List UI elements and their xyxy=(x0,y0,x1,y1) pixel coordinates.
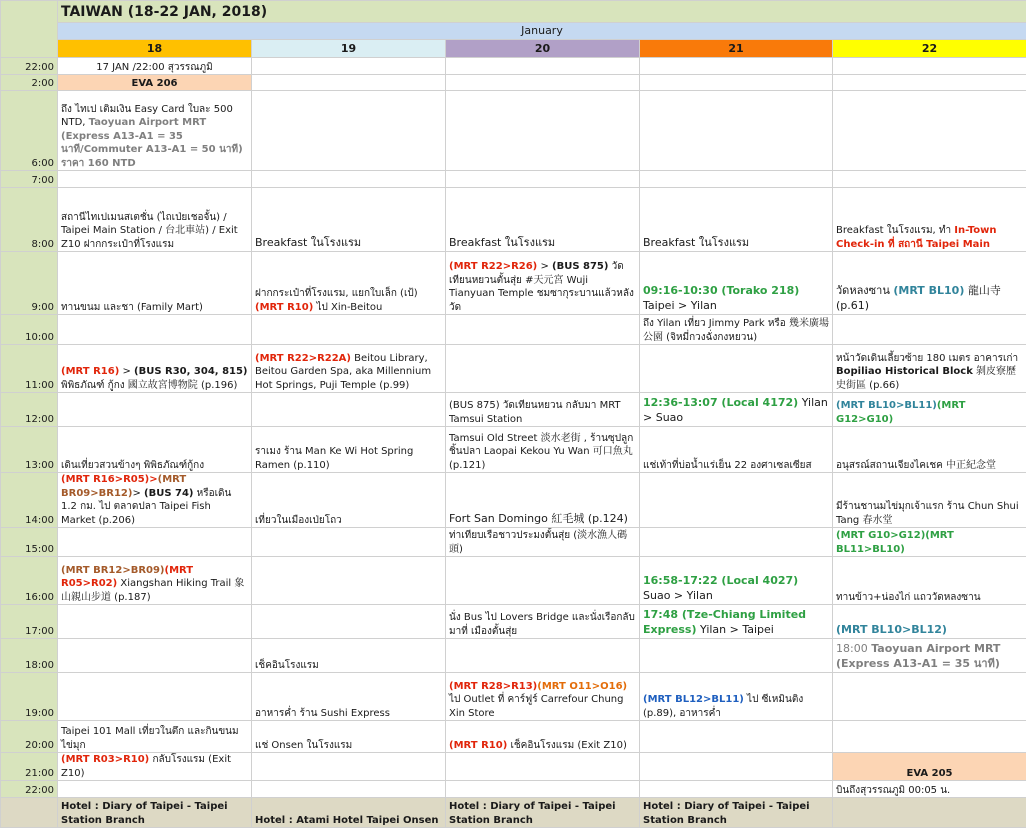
hotel-20: Hotel : Diary of Taipei - Taipei Station Branch xyxy=(446,798,640,828)
time-cell: 2:00 xyxy=(1,75,58,91)
cell-empty xyxy=(833,171,1026,188)
text: 17:48 (Tze-Chiang Limited Express) xyxy=(643,608,806,636)
text: (MRT O11>O16) xyxy=(537,681,627,692)
text: (MRT R10) xyxy=(255,302,313,313)
cell-empty xyxy=(446,58,640,75)
cell-19-1300: ราเมง ร้าน Man Ke Wi Hot Spring Ramen (p.110) xyxy=(252,427,446,473)
cell-22-1100 xyxy=(833,345,1026,393)
month-header: January xyxy=(58,23,1026,40)
cell-empty xyxy=(252,528,446,557)
text: (MRT R22>R22A) xyxy=(255,353,351,364)
text: 09:16-10:30 (Torako 218) xyxy=(643,284,799,297)
cell-empty xyxy=(833,673,1026,721)
cell-empty xyxy=(252,91,446,171)
cell-empty xyxy=(446,91,640,171)
cell-empty xyxy=(833,315,1026,345)
time-cell: 12:00 xyxy=(1,393,58,427)
day-header-22: 22 xyxy=(833,40,1026,58)
time-cell: 22:00 xyxy=(1,781,58,798)
cell-18-depart: 17 JAN /22:00 สุวรรณภูมิ xyxy=(58,58,252,75)
text: 16:58-17:22 (Local 4027) xyxy=(643,574,798,587)
cell-empty xyxy=(252,605,446,639)
cell-22-1500: (MRT G10>G12)(MRT BL11>BL10) xyxy=(833,528,1026,557)
text: หรือเดิน 1.2 กม. ไป ตลาดปลา Taipei Fish Market (p.206) xyxy=(61,488,231,526)
cell-empty xyxy=(446,557,640,605)
cell-20-2000 xyxy=(446,721,640,753)
cell-empty xyxy=(446,171,640,188)
text: Beitou Library, Beitou Garden Spa, aka Millennium Hot Springs, Puji Temple (p.99) xyxy=(255,353,431,391)
cell-empty xyxy=(252,171,446,188)
cell-22-arrive: บินถึงสุวรรณภูมิ 00:05 น. xyxy=(833,781,1026,798)
text: ไป ซีเหมินติง (p.89), อาหารค่ำ xyxy=(643,694,803,719)
cell-empty xyxy=(833,75,1026,91)
text: 剝皮寮歷史街區 (p.66) xyxy=(836,366,1016,391)
text: (MRT BR12>BR09) xyxy=(61,565,165,576)
cell-empty xyxy=(640,91,833,171)
cell-empty xyxy=(58,315,252,345)
day-header-21: 21 xyxy=(640,40,833,58)
cell-21-0900 xyxy=(640,252,833,315)
text: In-Town Check-in ที่ สถานี Taipei Main xyxy=(836,225,997,250)
cell-18-1300: เดินเที่ยวสวนข้างๆ พิพิธภัณฑ์กู้กง xyxy=(58,427,252,473)
text: เช็คอินโรงแรม (Exit Z10) xyxy=(507,740,627,751)
cell-empty xyxy=(640,781,833,798)
cell-empty xyxy=(58,393,252,427)
cell-19-2000: แช่ Onsen ในโรงแรม xyxy=(252,721,446,753)
text: Taoyuan Airport MRT (Express A13-A1 = 35 นาที) xyxy=(836,642,1000,670)
text: ไป Outlet ที่ คาร์ฟูร์ Carrefour Chung Xin Store xyxy=(449,694,624,719)
cell-20-1200: (BUS 875) วัดเทียนหยวน กลับมา MRT Tamsui Station xyxy=(446,393,640,427)
cell-21-1700 xyxy=(640,605,833,639)
cell-empty xyxy=(833,721,1026,753)
text: Breakfast ในโรงแรม, ทำ xyxy=(836,225,954,236)
text: (MRT BL10>BL11) xyxy=(836,400,937,411)
cell-18-1100 xyxy=(58,345,252,393)
cell-20-1500: ท่าเทียบเรือชาวประมงตั้นสุ่ย (淡水漁人碼頭) xyxy=(446,528,640,557)
time-cell: 11:00 xyxy=(1,345,58,393)
hotel-18: Hotel : Diary of Taipei - Taipei Station Branch xyxy=(58,798,252,828)
cell-empty xyxy=(446,315,640,345)
cell-22-1200 xyxy=(833,393,1026,427)
cell-21-1300: แช่เท้าที่บ่อน้ำแร่เย็น 22 องศาเซลเซียส xyxy=(640,427,833,473)
cell-18-1400 xyxy=(58,473,252,528)
cell-18-0900: ทานขนม และชา (Family Mart) xyxy=(58,252,252,315)
cell-19-0900 xyxy=(252,252,446,315)
time-cell: 22:00 xyxy=(1,58,58,75)
text: (MRT G12>G10) xyxy=(836,400,965,425)
time-cell: 10:00 xyxy=(1,315,58,345)
cell-19-1100 xyxy=(252,345,446,393)
cell-empty xyxy=(640,528,833,557)
cell-19-1800: เช็คอินโรงแรม xyxy=(252,639,446,673)
cell-22-0900 xyxy=(833,252,1026,315)
text: (MRT BR09>BR12) xyxy=(61,474,186,499)
cell-empty xyxy=(640,75,833,91)
time-cell: 6:00 xyxy=(1,91,58,171)
text: (MRT BL10) xyxy=(893,284,964,297)
cell-18-flight: EVA 206 xyxy=(58,75,252,91)
text: Yilan > Taipei xyxy=(697,623,774,636)
cell-20-1400: Fort San Domingo 紅毛城 (p.124) xyxy=(446,473,640,528)
cell-20-0900 xyxy=(446,252,640,315)
cell-empty xyxy=(640,721,833,753)
cell-empty xyxy=(446,345,640,393)
cell-18-2000: Taipei 101 Mall เที่ยวในตึก และกินขนมไข่มุก xyxy=(58,721,252,753)
text: (BUS 74) xyxy=(144,488,193,499)
text: (MRT R03>R10) xyxy=(61,754,149,765)
cell-empty xyxy=(640,473,833,528)
cell-empty xyxy=(252,58,446,75)
text: > xyxy=(537,261,552,272)
text: 12:36-13:07 (Local 4172) xyxy=(643,396,798,409)
cell-empty xyxy=(58,605,252,639)
cell-empty xyxy=(58,639,252,673)
cell-empty xyxy=(640,639,833,673)
cell-empty xyxy=(640,345,833,393)
cell-empty xyxy=(58,673,252,721)
text: ถึง ไทเป เติมเงิน Easy Card ใบละ 500 NTD, xyxy=(61,104,233,129)
day-header-19: 19 xyxy=(252,40,446,58)
cell-empty xyxy=(58,781,252,798)
text: (MRT R28>R13) xyxy=(449,681,537,692)
text: (MRT R05>R02) xyxy=(61,565,193,590)
cell-empty xyxy=(252,557,446,605)
time-cell: 7:00 xyxy=(1,171,58,188)
text: หน้าวัดเดินเลี้ยวซ้าย 180 เมตร อาคารเก่า xyxy=(836,353,1018,364)
time-cell: 19:00 xyxy=(1,673,58,721)
day-header-18: 18 xyxy=(58,40,252,58)
time-cell: 18:00 xyxy=(1,639,58,673)
text: > xyxy=(132,488,144,499)
cell-19-0800: Breakfast ในโรงแรม xyxy=(252,188,446,252)
cell-19-1400: เที่ยวในเมืองเป่ยโถว xyxy=(252,473,446,528)
text: Suao > Yilan xyxy=(643,589,713,602)
cell-empty xyxy=(252,393,446,427)
text: Bopiliao Historical Block xyxy=(836,366,973,377)
text: (MRT R16) xyxy=(61,366,119,377)
cell-20-1900 xyxy=(446,673,640,721)
time-cell: 21:00 xyxy=(1,753,58,781)
time-cell: 9:00 xyxy=(1,252,58,315)
cell-20-1700: นั่ง Bus ไป Lovers Bridge และนั่งเรือกลับมาที่ เมืองตั้นสุ่ย xyxy=(446,605,640,639)
text: (MRT R16>R05)> xyxy=(61,474,158,485)
cell-19-1900: อาหารค่ำ ร้าน Sushi Express xyxy=(252,673,446,721)
cell-empty xyxy=(640,753,833,781)
cell-empty xyxy=(446,639,640,673)
cell-empty xyxy=(252,781,446,798)
time-cell: 15:00 xyxy=(1,528,58,557)
cell-22-flight: EVA 205 xyxy=(833,753,1026,781)
sheet-title: TAIWAN (18-22 JAN, 2018) xyxy=(58,1,1026,23)
text: กลับโรงแรม (Exit Z10) xyxy=(61,754,231,779)
cell-18-0800: สถานีไทเปเมนสเตชั่น (ไถเป่ยเชอจั้น) / Taipei Main Station / 台北車站) / Exit Z10 ฝากกระเป๋าที่โรงแรม xyxy=(58,188,252,252)
cell-empty xyxy=(252,75,446,91)
hotel-19: Hotel : Atami Hotel Taipei Onsen xyxy=(252,798,446,828)
time-column-header xyxy=(1,1,58,58)
text: (MRT BL12>BL11) xyxy=(643,694,744,705)
text: ฝากกระเป๋าที่โรงแรม, แยกใบเล็ก (เป้) xyxy=(255,288,418,299)
cell-empty xyxy=(58,528,252,557)
cell-empty xyxy=(640,58,833,75)
cell-empty xyxy=(252,753,446,781)
cell-20-0800: Breakfast ในโรงแรม xyxy=(446,188,640,252)
cell-22-1800 xyxy=(833,639,1026,673)
cell-21-1900 xyxy=(640,673,833,721)
cell-22-1300: อนุสรณ์สถานเจียงไคเชค 中正紀念堂 xyxy=(833,427,1026,473)
hotel-22 xyxy=(833,798,1026,828)
text: Xiangshan Hiking Trail 象山親山步道 (p.187) xyxy=(61,578,244,603)
text: (MRT R22>R26) xyxy=(449,261,537,272)
text: วัดเทียนหยวนตั้นสุ่ย #天元宮 Wuji Tianyuan Temple ชมซากุระบานแล้วหลังวัด xyxy=(449,261,634,313)
cell-empty xyxy=(640,171,833,188)
time-cell: 17:00 xyxy=(1,605,58,639)
cell-21-1000: ถึง Yilan เที่ยว Jimmy Park หรือ 幾米廣場公園 (จิหมี่กวงฉั่งกงหยวน) xyxy=(640,315,833,345)
text: Taipei > Yilan xyxy=(643,299,717,312)
cell-22-1700: (MRT BL10>BL12) xyxy=(833,605,1026,639)
hotel-21: Hotel : Diary of Taipei - Taipei Station Branch xyxy=(640,798,833,828)
cell-empty xyxy=(446,75,640,91)
cell-empty xyxy=(58,171,252,188)
cell-empty xyxy=(833,58,1026,75)
day-header-20: 20 xyxy=(446,40,640,58)
cell-22-0800 xyxy=(833,188,1026,252)
cell-22-1400: มีร้านชานมไข่มุกเจ้าแรก ร้าน Chun Shui Tang 春水堂 xyxy=(833,473,1026,528)
hotel-row-label xyxy=(1,798,58,828)
text: 18:00 xyxy=(836,642,871,655)
airport-mrt-note: Taoyuan Airport MRT (Express A13-A1 = 35 นาที/Commuter A13-A1 = 50 นาที) ราคา 160 NTD xyxy=(61,117,243,169)
time-cell: 14:00 xyxy=(1,473,58,528)
text: วัดหลงซาน xyxy=(836,284,893,297)
text: (BUS 875) xyxy=(552,261,608,272)
cell-empty xyxy=(833,91,1026,171)
time-cell: 16:00 xyxy=(1,557,58,605)
cell-empty xyxy=(252,315,446,345)
cell-21-0800: Breakfast ในโรงแรม xyxy=(640,188,833,252)
cell-empty xyxy=(446,781,640,798)
text: Yilan > Suao xyxy=(643,396,828,424)
text: 龍山寺 (p.61) xyxy=(836,284,1001,312)
cell-20-1300: Tamsui Old Street 淡水老街 , ร้านซุปลูกชิ้นปลา Laopai Kekou Yu Wan 可口魚丸 (p.121) xyxy=(446,427,640,473)
cell-22-1600: ทานข้าว+น่องไก่ แถววัดหลงซาน xyxy=(833,557,1026,605)
time-cell: 13:00 xyxy=(1,427,58,473)
text: (MRT R10) xyxy=(449,740,507,751)
cell-21-1200 xyxy=(640,393,833,427)
cell-18-1600 xyxy=(58,557,252,605)
time-cell: 8:00 xyxy=(1,188,58,252)
time-cell: 20:00 xyxy=(1,721,58,753)
text: ไป Xin-Beitou xyxy=(313,302,382,313)
text: พิพิธภัณฑ์ กู้กง 國立故宮博物院 (p.196) xyxy=(61,380,237,391)
cell-empty xyxy=(446,753,640,781)
cell-21-1600 xyxy=(640,557,833,605)
text: > xyxy=(119,366,134,377)
text: (BUS R30, 304, 815) xyxy=(134,366,248,377)
cell-18-arrival xyxy=(58,91,252,171)
cell-18-2100 xyxy=(58,753,252,781)
